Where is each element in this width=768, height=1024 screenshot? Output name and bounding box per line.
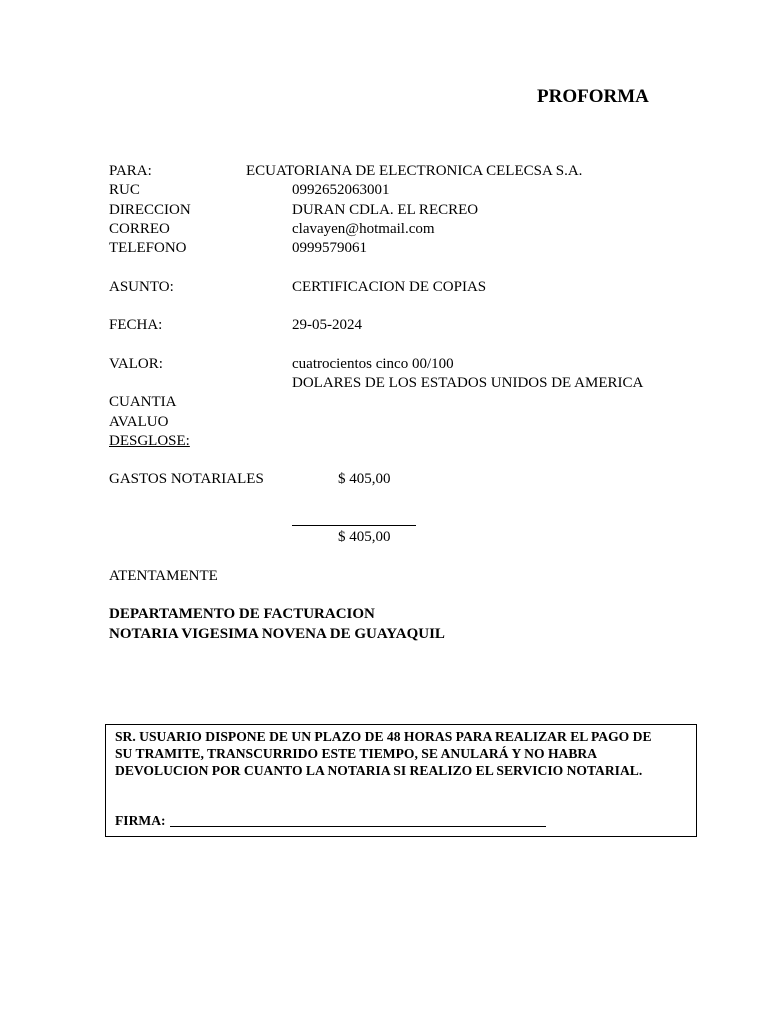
desglose-label: DESGLOSE: xyxy=(109,433,190,449)
department-name: DEPARTAMENTO DE FACTURACION xyxy=(109,606,375,622)
payment-notice-text xyxy=(115,728,689,779)
para-value: ECUATORIANA DE ELECTRONICA CELECSA S.A. xyxy=(246,163,583,179)
total-amount: $ 405,00 xyxy=(338,529,391,545)
avaluo-label: AVALUO xyxy=(109,414,169,430)
para-label: PARA: xyxy=(109,163,152,179)
valor-currency: DOLARES DE LOS ESTADOS UNIDOS DE AMERICA xyxy=(292,375,644,391)
closing-text: ATENTAMENTE xyxy=(109,568,218,584)
gastos-label: GASTOS NOTARIALES xyxy=(109,471,264,487)
cuantia-label: CUANTIA xyxy=(109,394,177,410)
valor-words: cuatrocientos cinco 00/100 xyxy=(292,356,454,372)
direccion-label: DIRECCION xyxy=(109,202,191,218)
asunto-value: CERTIFICACION DE COPIAS xyxy=(292,279,487,295)
ruc-value: 0992652063001 xyxy=(292,182,390,198)
notary-name: NOTARIA VIGESIMA NOVENA DE GUAYAQUIL xyxy=(109,626,445,642)
fecha-value: 29-05-2024 xyxy=(292,317,362,333)
document-title: PROFORMA xyxy=(537,86,649,107)
valor-label: VALOR: xyxy=(109,356,163,372)
ruc-label: RUC xyxy=(109,182,140,198)
correo-value: clavayen@hotmail.com xyxy=(292,221,435,237)
gastos-amount: $ 405,00 xyxy=(338,471,391,487)
signature-row xyxy=(115,813,546,829)
telefono-label: TELEFONO xyxy=(109,240,187,256)
asunto-label: ASUNTO: xyxy=(109,279,174,295)
notice-line-2: SU TRAMITE, TRANSCURRIDO ESTE TIEMPO, SE ANULARÁ Y NO HABRA xyxy=(115,746,598,761)
notice-line-3: DEVOLUCION POR CUANTO LA NOTARIA SI REALIZO EL SERVICIO NOTARIAL. xyxy=(115,763,643,778)
direccion-value: DURAN CDLA. EL RECREO xyxy=(292,202,479,218)
telefono-value: 0999579061 xyxy=(292,240,367,256)
correo-label: CORREO xyxy=(109,221,170,237)
signature-line xyxy=(170,826,546,827)
notice-line-1: SR. USUARIO DISPONE DE UN PLAZO DE 48 HORAS PARA REALIZAR EL PAGO DE xyxy=(115,729,652,744)
firma-label: FIRMA: xyxy=(115,813,166,828)
payment-notice-box xyxy=(105,724,697,837)
fecha-label: FECHA: xyxy=(109,317,163,333)
total-divider xyxy=(292,525,416,526)
